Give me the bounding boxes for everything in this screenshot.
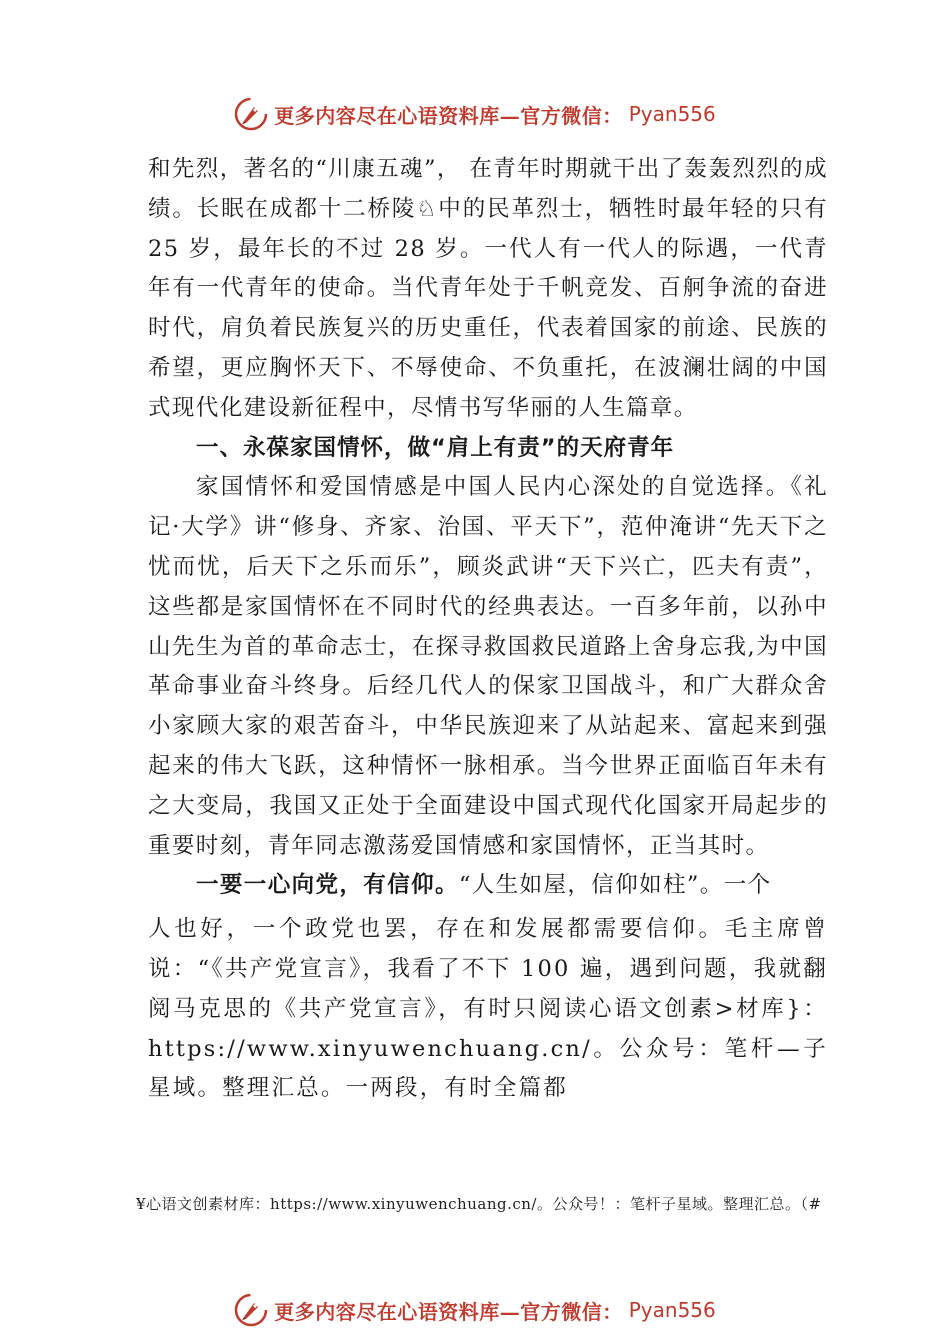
document-body: [148, 150, 828, 1109]
paragraph-1: 和先烈，著名的“川康五魂”， 在青年时期就干出了轰轰烈烈的成绩。长眠在成都十二桥陵♘中的民革烈士，牺牲时最年轻的只有 25 岁，最年长的不过 28 岁。一代人有一代人的际遇，一代青年有一代青年的使命。当代青年处于千帆竞发、百舸争流的奋进时代，肩负着民族复兴的历史重任，代表着国家的前途、民族的希望，更应胸怀天下、不辱使命、不负重托，在波澜壮阔的中国式现代化建设新征程中，尽情书写华丽的人生篇章。: [148, 156, 828, 421]
footnote: ¥心语文创素材库：https://www.xinyuwenchuang.cn/。公众号！：笔杆子星域。整理汇总。（#: [136, 1195, 822, 1213]
header-banner-top: [0, 94, 950, 134]
pen-nib-circle-icon: [234, 97, 268, 131]
pen-nib-circle-icon: [234, 1293, 268, 1327]
paragraph-3: [148, 866, 828, 906]
section-heading-1: 一、永葆家国情怀，做“肩上有责”的天府青年: [196, 434, 675, 461]
header-brand: [234, 97, 716, 131]
footer-text: 更多内容尽在心语资料库—官方微信：: [274, 1299, 623, 1324]
header-banner-bottom: [0, 1290, 950, 1330]
paragraph-3-rest: “人生如屋，信仰如柱”。一个: [458, 872, 772, 899]
paragraph-4: 人也好，一个政党也罢，存在和发展都需要信仰。毛主席曾说：“《共产党宣言》，我看了不下 100 遍，遇到问题，我就翻阅马克思的《共产党宣言》，有时只阅读心语文创素>材库}：https://www.xinyuwenchuang.cn/。公众号：笔杆—子星域。整理汇总。一两段，有时全篇都: [148, 916, 828, 1102]
header-text: 更多内容尽在心语资料库—官方微信：: [274, 103, 623, 128]
footer-wechat-id: Pyan556: [628, 1298, 716, 1322]
paragraph-2: 家国情怀和爱国情感是中国人民内心深处的自觉选择。《礼记·大学》讲“修身、齐家、治国、平天下”，范仲淹讲“先天下之忧而忧，后天下之乐而乐”，顾炎武讲“天下兴亡，匹夫有责”，这些都是家国情怀在不同时代的经典表达。一百多年前，以孙中山先生为首的革命志士，在探寻救国救民道路上舍身忘我,为中国革命事业奋斗终身。后经几代人的保家卫国战斗，和广大群众舍小家顾大家的艰苦奋斗，中华民族迎来了从站起来、富起来到强起来的伟大飞跃，这种情怀一脉相承。当今世界正面临百年未有之大变局，我国又正处于全面建设中国式现代化国家开局起步的重要时刻，青年同志激荡爱国情感和家国情怀，正当其时。: [148, 474, 828, 859]
footer-brand: [234, 1293, 716, 1327]
header-wechat-id: Pyan556: [628, 102, 716, 126]
paragraph-3-lead: 一要一心向党，有信仰。: [196, 872, 459, 899]
